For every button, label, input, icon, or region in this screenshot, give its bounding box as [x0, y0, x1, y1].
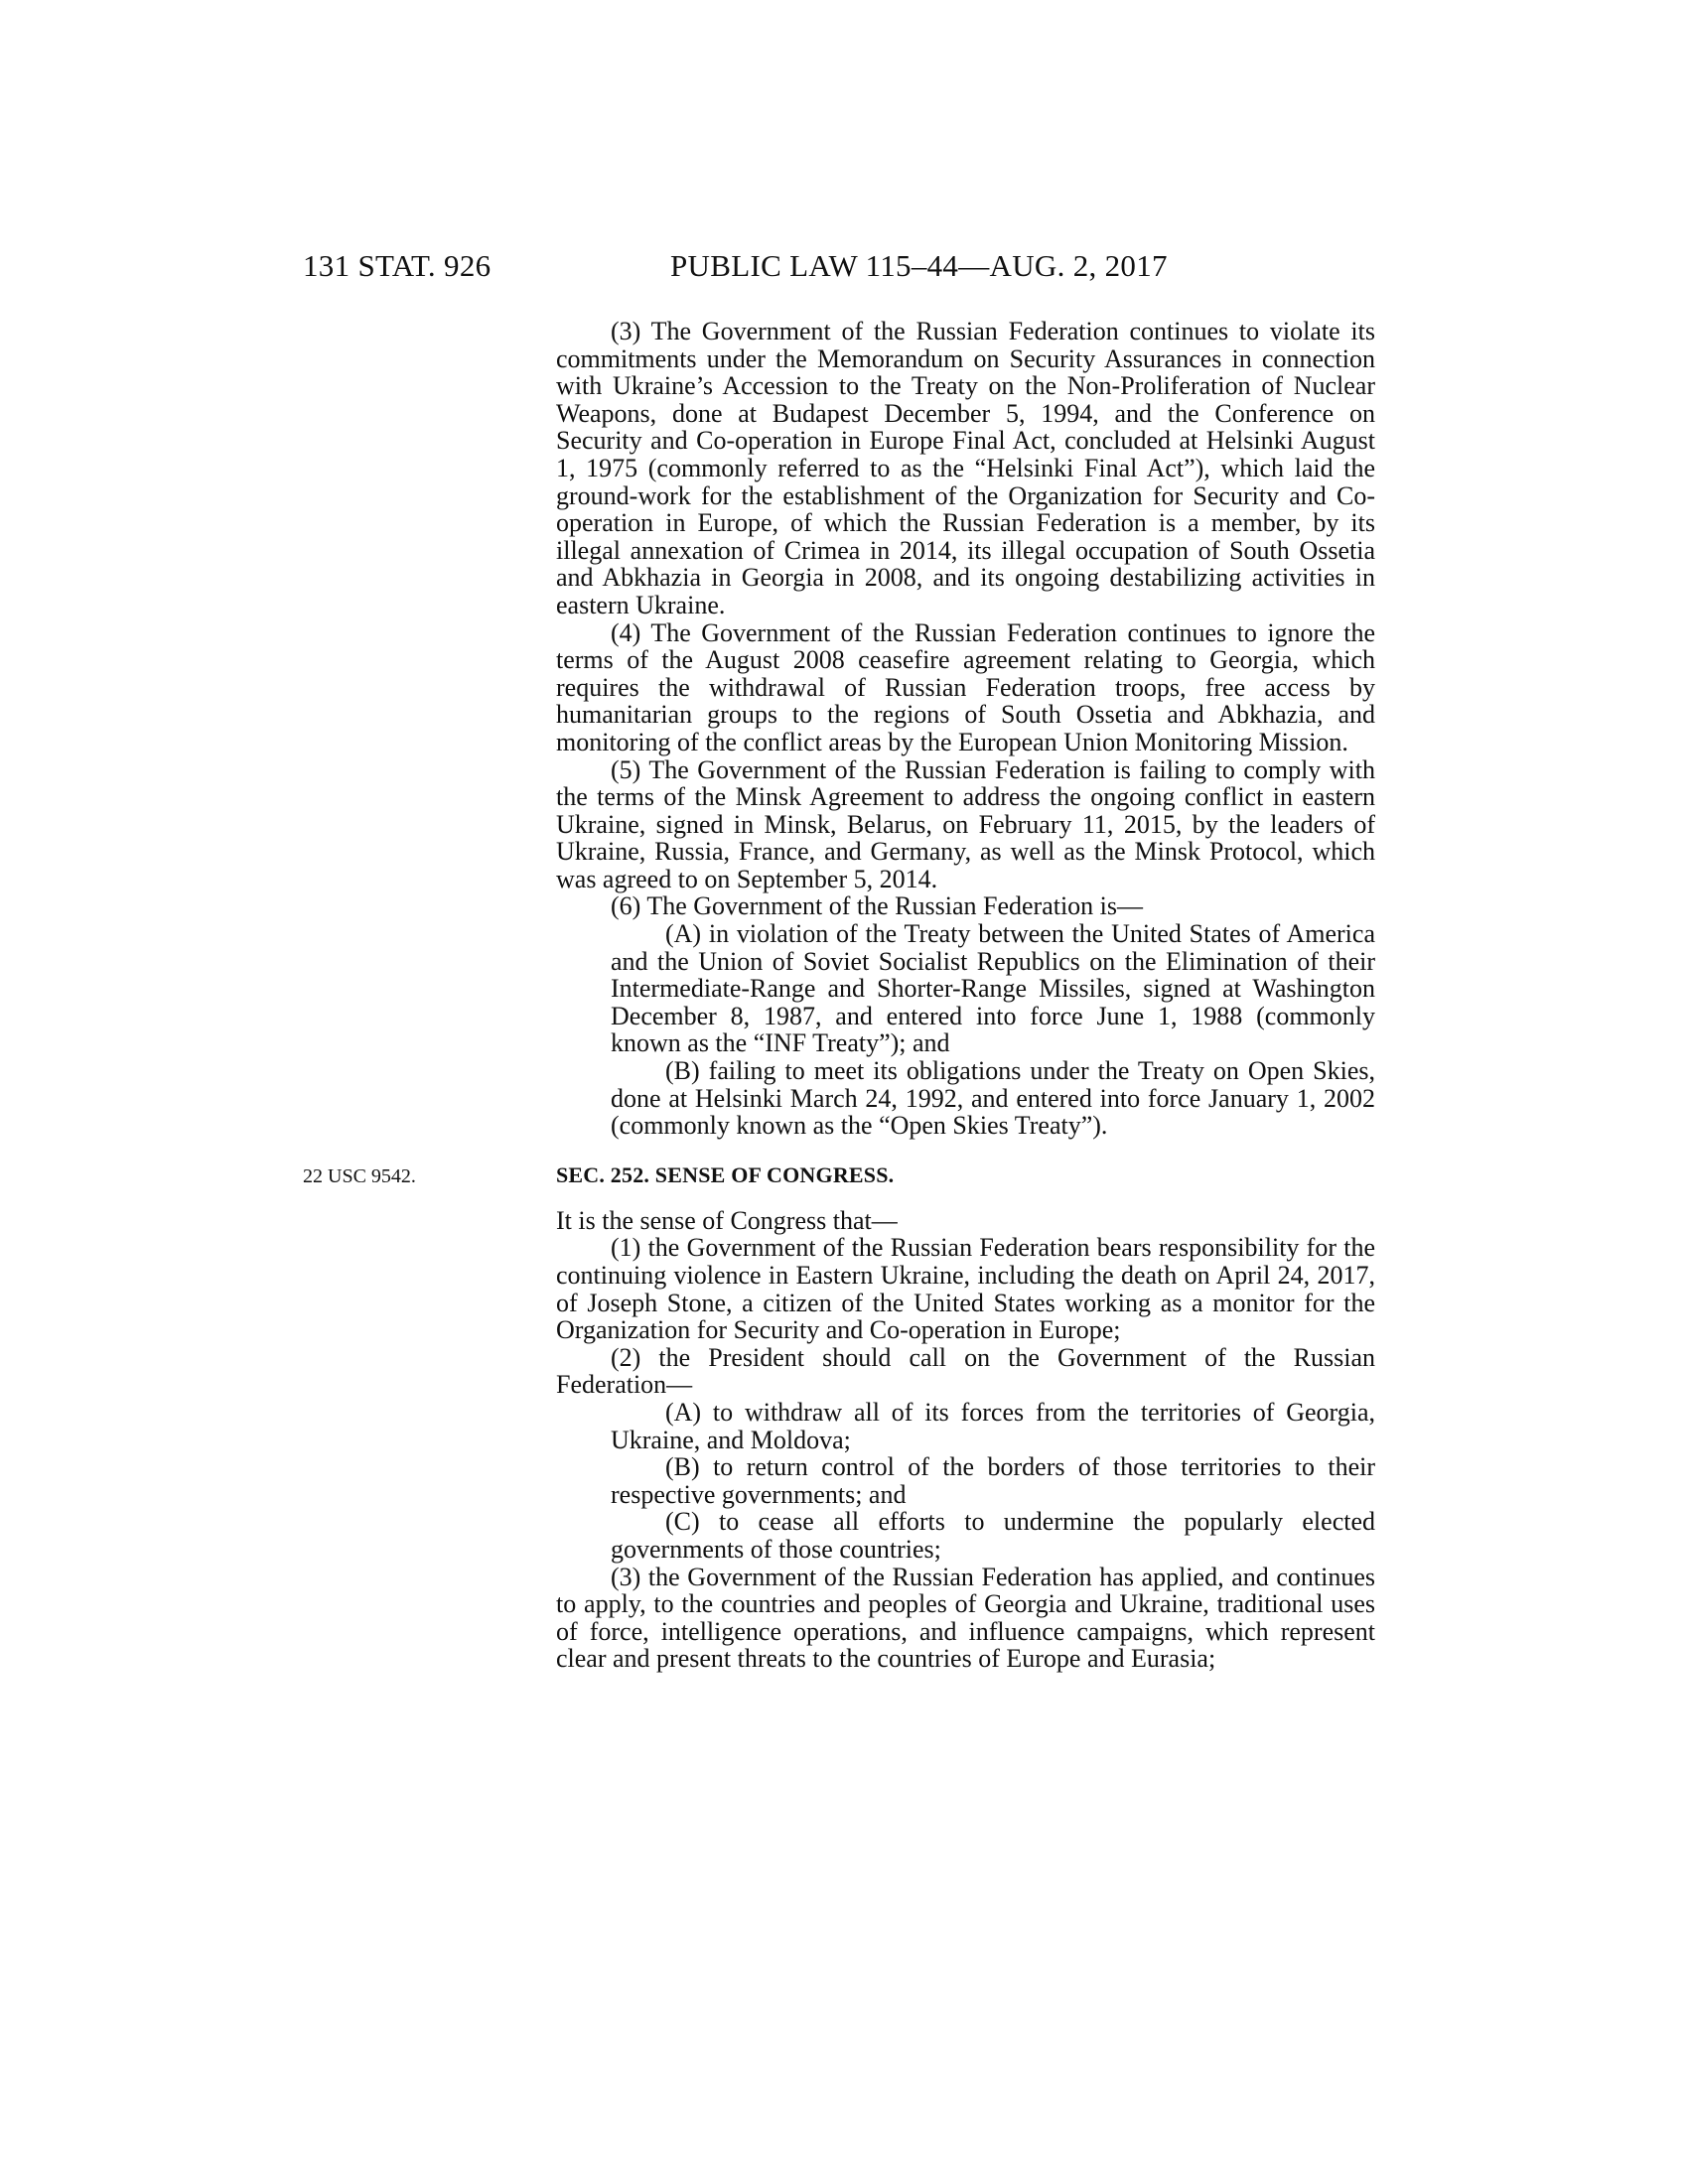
usc-margin-note: 22 USC 9542.: [303, 1164, 416, 1187]
paragraph-4: (4) The Government of the Russian Federation continues to ignore the terms of the August 2008 ceasefire agreement relating to Georgia, which requires the withdrawal of Russian Federation troops, free access by humanitarian groups to the regions of South Ossetia and Abkhazia, and monitoring of the conflict areas by the European Union Monitoring Mission.: [556, 617, 1375, 756]
section-item-2-a: (A) to withdraw all of its forces from the territories of Georgia, Ukraine, and Moldova;: [611, 1397, 1375, 1454]
section-item-1: (1) the Government of the Russian Federation bears responsibility for the continuing violence in Eastern Ukraine, including the death on April 24, 2017, of Joseph Stone, a citizen of the United States working as a monitor for the Organization for Security and Co-operation in Europe;: [556, 1233, 1375, 1345]
paragraph-3: (3) The Government of the Russian Federation continues to violate its commitments under the Memorandum on Security Assurances in connection with Ukraine’s Accession to the Treaty on the Non-Proliferation of Nuclear Weapons, done at Budapest December 5, 1994, and the Conference on Security and Co-operation in Europe Final Act, concluded at Helsinki August 1, 1975 (commonly referred to as the “Helsinki Final Act”), which laid the ground-work for the establishment of the Organization for Security and Co-operation in Europe, of which the Russian Federation is a member, by its illegal annexation of Crimea in 2014, its illegal occupation of South Ossetia and Abkhazia in Georgia in 2008, and its ongoing destabilizing activities in eastern Ukraine.: [556, 317, 1375, 619]
statute-citation: 131 STAT. 926: [303, 248, 492, 283]
paragraph-6-b: (B) failing to meet its obligations under the Treaty on Open Skies, done at Helsinki March 24, 1992, and entered into force January 1, 2002 (commonly known as the “Open Skies Treaty”).: [611, 1056, 1375, 1141]
paragraph-5: (5) The Government of the Russian Federation is failing to comply with the terms of the Minsk Agreement to address the ongoing conflict in eastern Ukraine, signed in Minsk, Belarus, on February 11, 2015, by the leaders of Ukraine, Russia, France, and Germany, as well as the Minsk Protocol, which was agreed to on September 5, 2014.: [556, 754, 1375, 893]
section-item-2-b: (B) to return control of the borders of those territories to their respective governments; and: [611, 1452, 1375, 1509]
section-item-2-c: (C) to cease all efforts to undermine the popularly elected governments of those countries;: [611, 1507, 1375, 1564]
section-heading-row: [303, 1161, 1375, 1189]
law-title: PUBLIC LAW 115–44—AUG. 2, 2017: [670, 248, 1168, 283]
section-intro: It is the sense of Congress that—: [556, 1205, 898, 1235]
section-heading: SEC. 252. SENSE OF CONGRESS.: [556, 1161, 895, 1187]
paragraph-6-a: (A) in violation of the Treaty between the United States of America and the Union of Soviet Socialist Republics on the Elimination of their Intermediate-Range and Shorter-Range Missiles, signed at Washington December 8, 1987, and entered into force June 1, 1988 (commonly known as the “INF Treaty”); and: [611, 919, 1375, 1058]
document-body: [303, 317, 1375, 1674]
section-item-3: (3) the Government of the Russian Federation has applied, and continues to apply, to the countries and peoples of Georgia and Ukraine, traditional uses of force, intelligence operations, and influence campaigns, which represent clear and present threats to the countries of Europe and Eurasia;: [556, 1562, 1375, 1674]
page-header: [0, 248, 1688, 288]
paragraph-6: (6) The Government of the Russian Federation is—: [611, 891, 1144, 921]
section-item-2: (2) the President should call on the Government of the Russian Federation—: [556, 1342, 1375, 1400]
